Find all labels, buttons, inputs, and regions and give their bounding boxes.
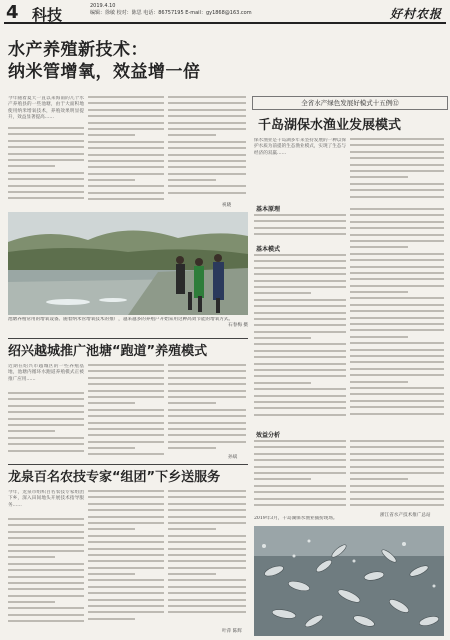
header-meta <box>90 3 252 17</box>
article2-title: 千岛湖保水渔业发展模式 <box>258 118 402 133</box>
article3-title: 绍兴越城推广池塘“跑道”养殖模式 <box>8 344 208 359</box>
article4-col1-rest <box>8 518 84 630</box>
article2-subheading-1: 基本原理 <box>256 206 281 213</box>
article3-col1-rest <box>8 392 84 458</box>
photo-caption <box>8 317 248 335</box>
editor: 编辑：徐敏 <box>90 10 116 16</box>
article4-body-start: 今年，龙泉市组织百名农技专家组团下乡，深入田间地头开展技术指导服务…… <box>8 490 84 508</box>
article2-subheading-3: 效益分析 <box>256 432 281 439</box>
designer: 校对：陈思 <box>116 10 142 16</box>
divider <box>8 338 248 339</box>
fish-harvest-photo <box>254 526 444 636</box>
article2-section2-col1 <box>254 254 346 426</box>
article2-intro-text: 保水渔业是千岛湖多年来坚持发展的一种以保护水质为前提的生态渔业模式，实现了生态与经济的双赢…… <box>254 138 346 156</box>
article1-author: 祝晓 <box>222 203 232 208</box>
divider <box>8 464 248 465</box>
article4-author: 叶萍 陈辉 <box>222 629 242 634</box>
article1-body-col1-rest <box>8 127 84 207</box>
article2-section1 <box>254 214 346 240</box>
fish-harvest-image <box>254 526 444 636</box>
article3-body-start: 近期在绍兴市越城区的一些养殖基地，池塘内循环水跑道养殖模式正被推广应用…… <box>8 364 84 382</box>
article2-intro <box>254 138 346 198</box>
article1-body-start: 今年随着夏天一直以来海南的几个水产养殖县的一些池塘，由于大面积地使用纳米增氧技术，养殖效果明显提升，效益显著提高…… <box>8 96 84 121</box>
article2-section3-col1 <box>254 440 346 514</box>
email: E-mail：gy1868@163.com <box>185 10 252 16</box>
article1-title-line1: 水产养殖新技术： <box>8 40 148 60</box>
article2-col2-top <box>350 138 444 202</box>
article1-title-line2: 纳米管增氧，效益增一倍 <box>8 62 201 82</box>
article4-col2 <box>88 490 164 630</box>
paper-brand: 好村农报 <box>389 7 442 21</box>
article3-author: 孙斌 <box>228 455 238 460</box>
phone: 电话：86757195 <box>143 10 184 16</box>
pond-photo-image <box>8 212 248 315</box>
article4-col3 <box>168 490 246 622</box>
issue-date: 2019.4.10 <box>90 3 116 9</box>
article2-section3-col2 <box>350 440 444 514</box>
article1-body-col2 <box>88 96 164 208</box>
page-header <box>4 2 446 24</box>
photo-credit: 石春梅 摄 <box>228 323 248 328</box>
pond-photo <box>8 212 248 315</box>
article4-title: 龙泉百名农技专家“组团”下乡送服务 <box>8 470 221 485</box>
page-number: 4 <box>6 2 19 23</box>
article2-subheading-2: 基本模式 <box>256 246 281 253</box>
fish-photo-caption: 2019年3月，千岛湖保水渔业捕捞现场。 <box>254 516 338 521</box>
article3-col3 <box>168 364 246 454</box>
article2-author: 浙江省水产技术推广总站 <box>380 513 431 518</box>
section-title: 科技 <box>32 6 63 24</box>
photo-caption-text: 池塘养殖常用的增氧设备。随着纳米管增氧技术的推广，越来越多的养殖户开始采用这种高效节能的增氧方式。 <box>8 317 234 322</box>
article2-section2-col2 <box>350 208 444 426</box>
article3-col2 <box>88 364 164 460</box>
series-box: 全省水产绿色发展好模式十五例⑫ <box>252 96 448 110</box>
article1-body-col3 <box>168 96 246 200</box>
